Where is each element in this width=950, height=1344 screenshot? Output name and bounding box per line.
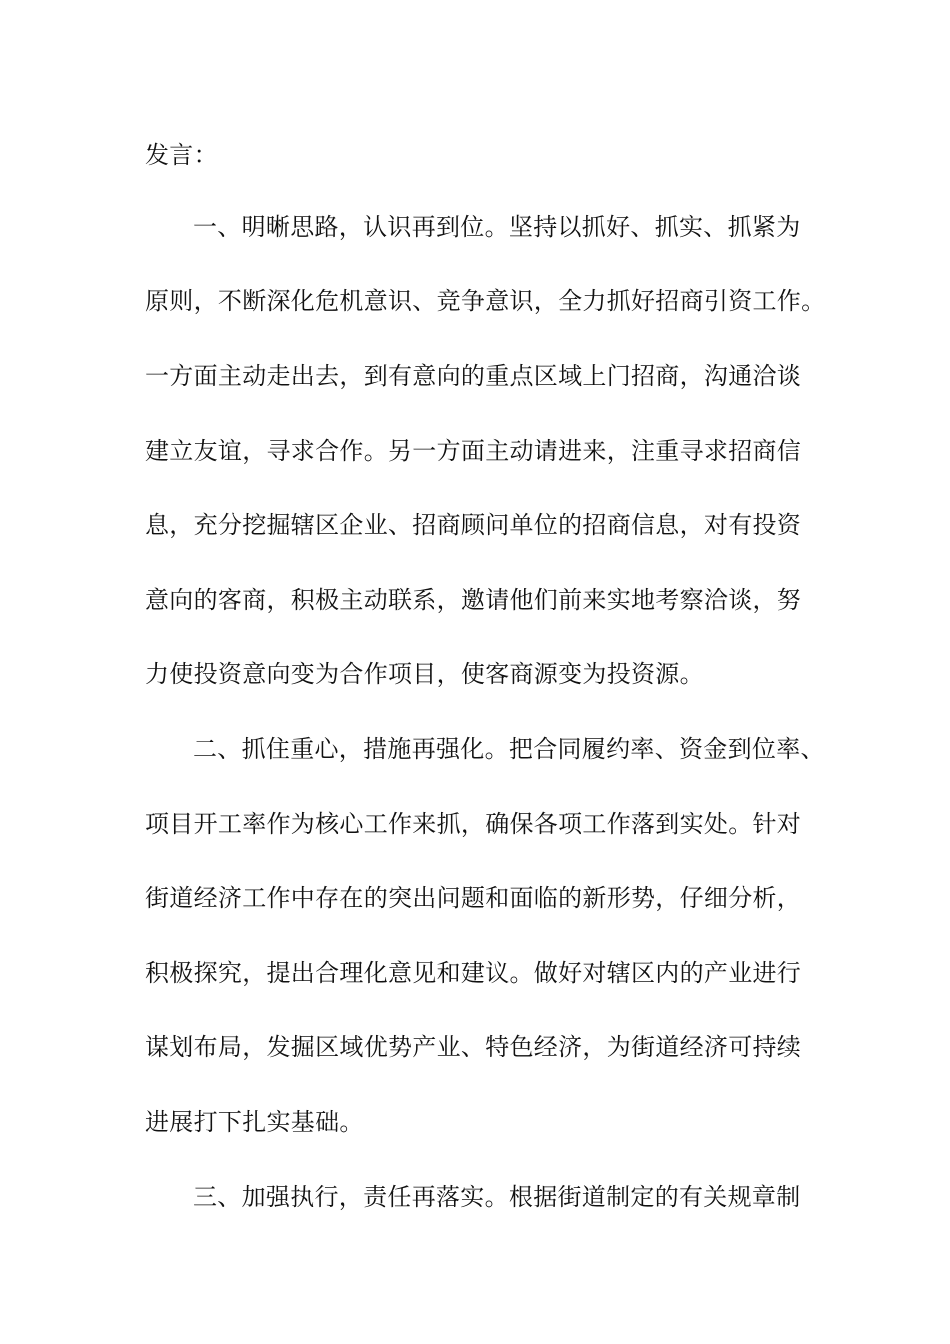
paragraph-3-line: 三、加强执行，责任再落实。根据街道制定的有关规章制 xyxy=(193,1183,801,1211)
paragraph-1-line: 一方面主动走出去，到有意向的重点区域上门招商，沟通洽谈 xyxy=(145,362,802,390)
paragraph-1-line: 力使投资意向变为合作项目，使客商源变为投资源。 xyxy=(145,660,704,688)
paragraph-1-line: 建立友谊，寻求合作。另一方面主动请进来，注重寻求招商信 xyxy=(145,437,802,465)
paragraph-1-line: 息，充分挖掘辖区企业、招商顾问单位的招商信息，对有投资 xyxy=(145,511,802,539)
paragraph-2-line: 二、抓住重心，措施再强化。把合同履约率、资金到位率、 xyxy=(193,735,825,763)
paragraph-1-line: 意向的客商，积极主动联系，邀请他们前来实地考察洽谈，努 xyxy=(145,586,802,614)
paragraph-2-line: 进展打下扎实基础。 xyxy=(145,1108,364,1136)
paragraph-2-line: 谋划布局，发掘区域优势产业、特色经济，为街道经济可持续 xyxy=(145,1033,802,1061)
paragraph-2-line: 街道经济工作中存在的突出问题和面临的新形势，仔细分析， xyxy=(145,884,802,912)
paragraph-2-line: 项目开工率作为核心工作来抓，确保各项工作落到实处。针对 xyxy=(145,810,802,838)
paragraph-1-line: 原则，不断深化危机意识、竞争意识，全力抓好招商引资工作。 xyxy=(145,287,826,315)
paragraph-1-line: 一、明晰思路，认识再到位。坚持以抓好、抓实、抓紧为 xyxy=(193,213,801,241)
text-line: 发言： xyxy=(145,141,218,169)
paragraph-2-line: 积极探究，提出合理化意见和建议。做好对辖区内的产业进行 xyxy=(145,959,802,987)
